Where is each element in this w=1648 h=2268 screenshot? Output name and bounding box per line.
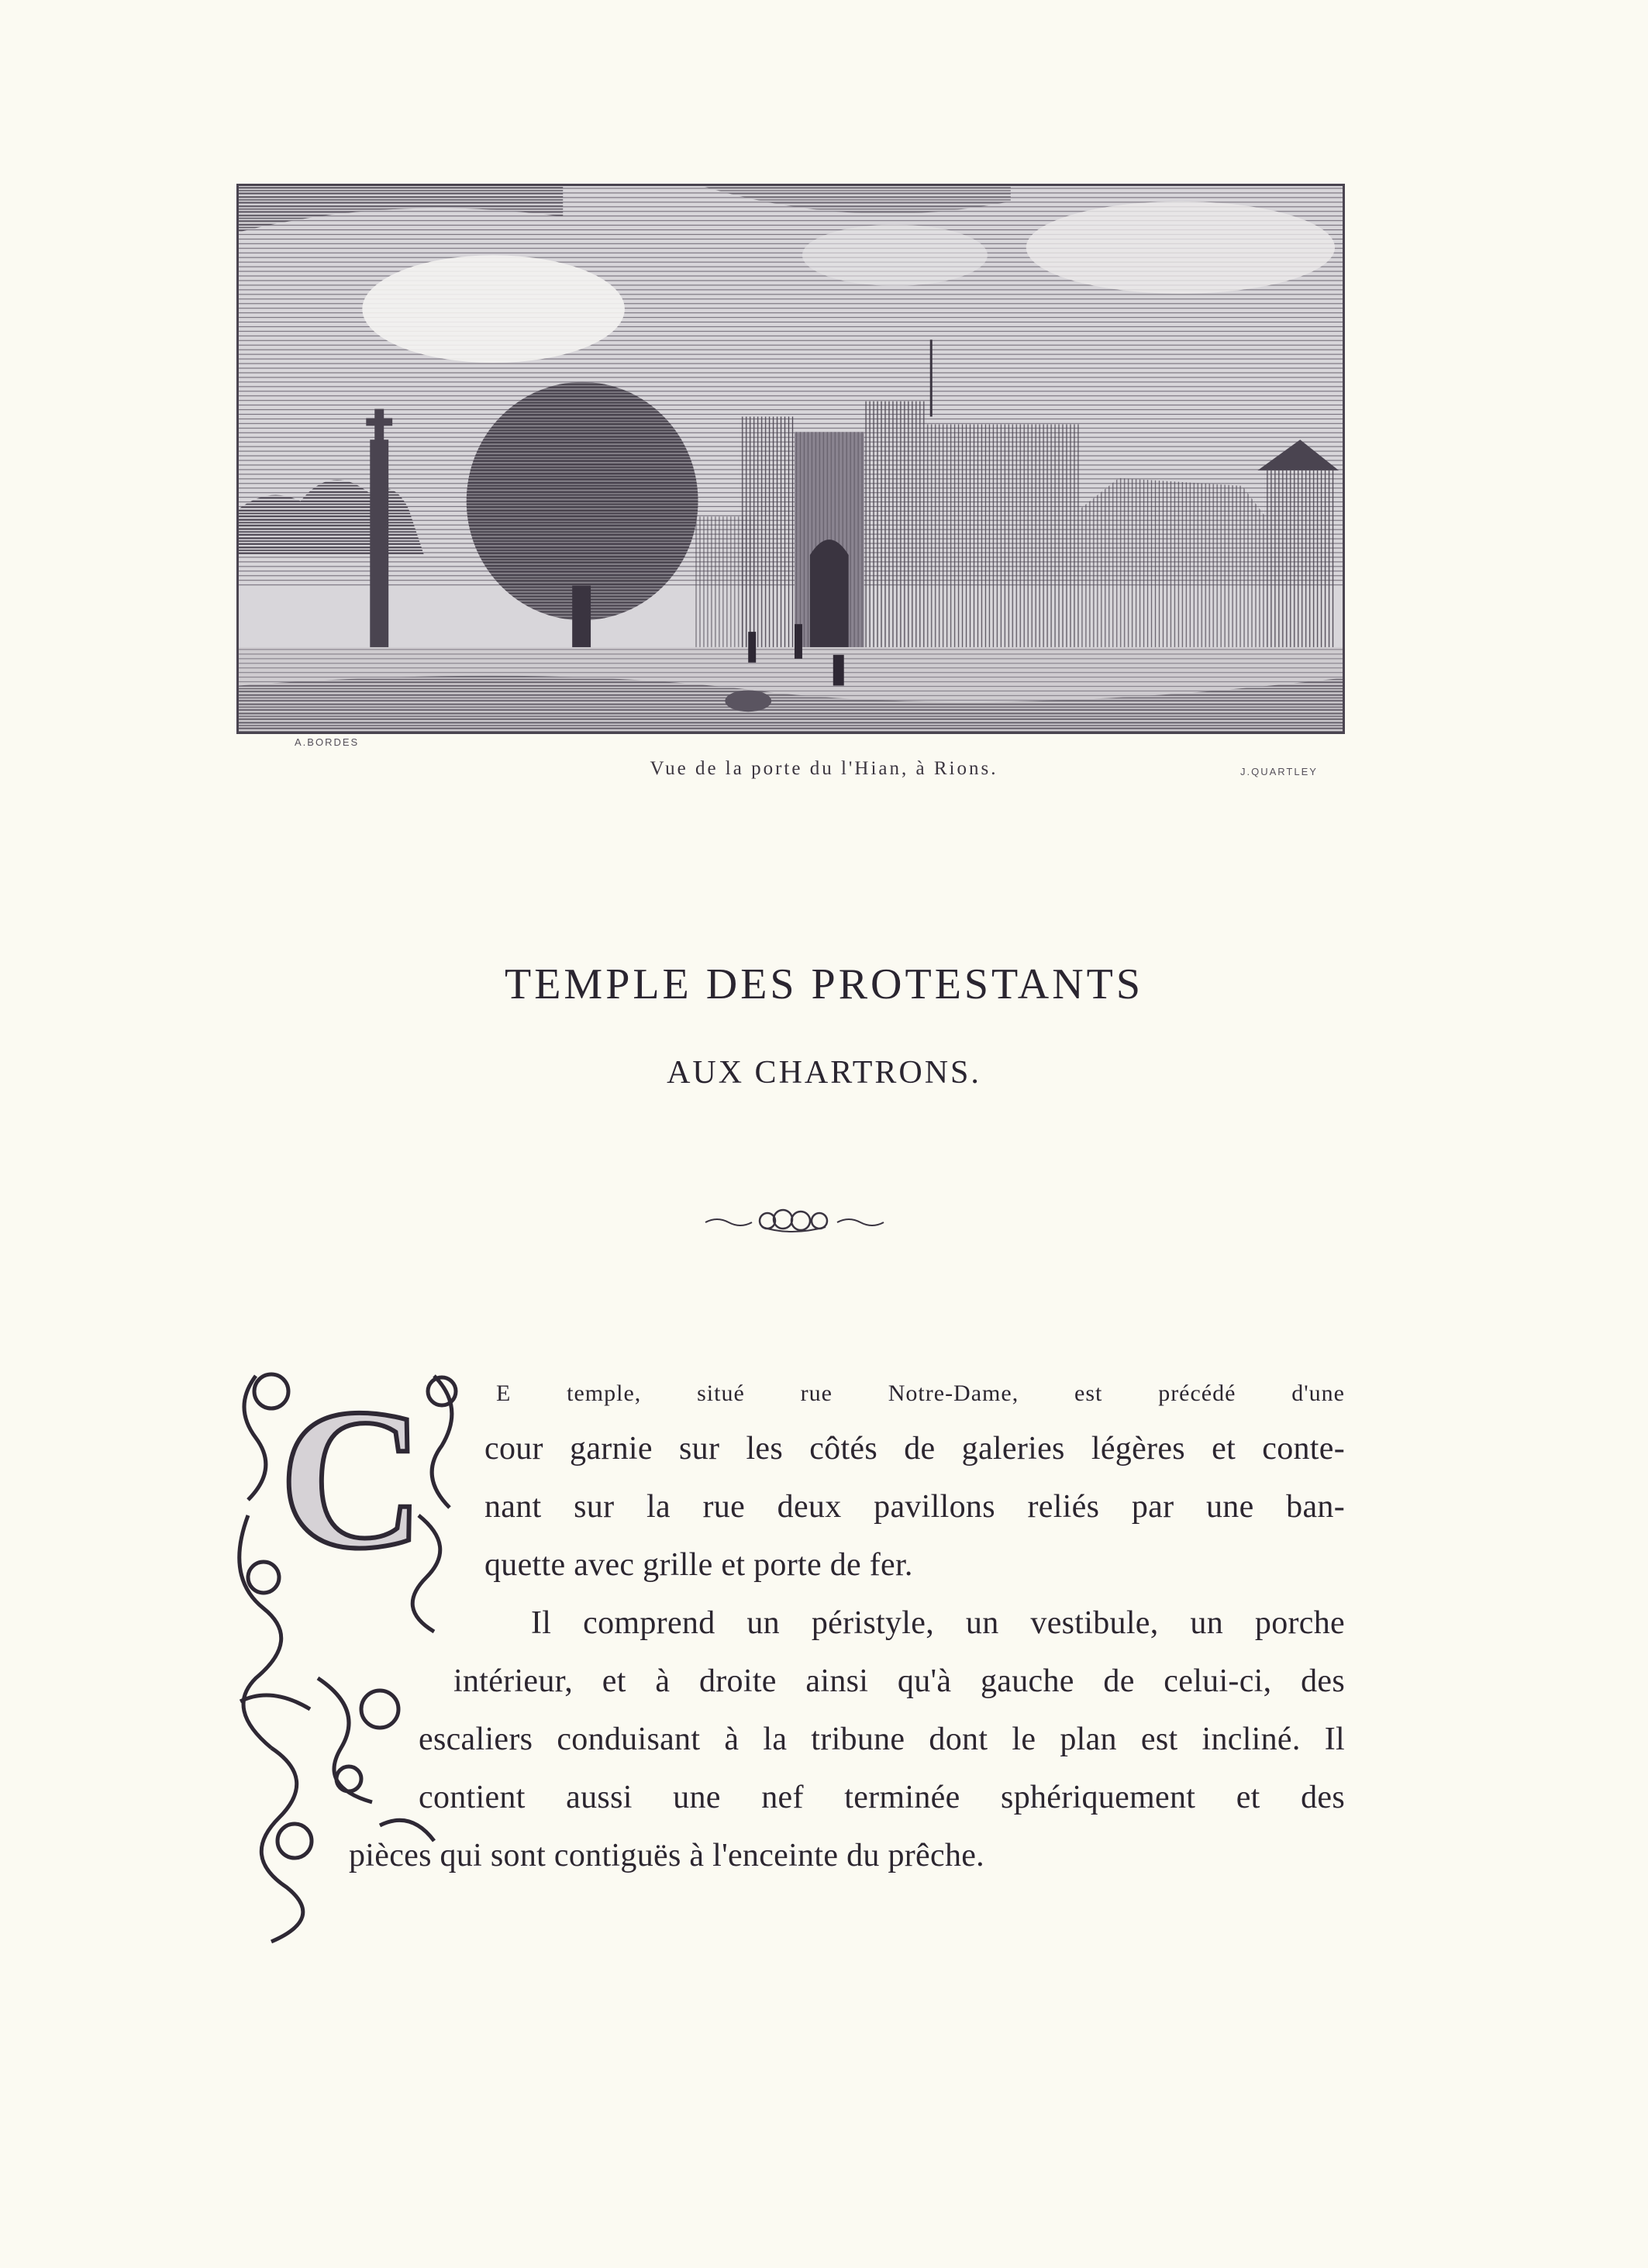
body-line-6: intérieur, et à droite ainsi qu'à gauche de celui-ci, des	[453, 1663, 1345, 1699]
engraver-credit-right: J.QUARTLEY	[1240, 766, 1318, 777]
body-line-5: Il comprend un péristyle, un vestibule, un porche	[531, 1605, 1345, 1641]
body-line-8: contient aussi une nef terminée sphériquement et des	[419, 1780, 1345, 1815]
engraving-scene	[239, 186, 1343, 732]
body-line-3: nant sur la rue deux pavillons reliés par une ban-	[484, 1489, 1345, 1525]
engraving-illustration	[236, 184, 1345, 734]
dropcap-letter: C	[279, 1367, 425, 1591]
engraver-credit-left: A.BORDES	[295, 736, 360, 748]
body-line-1: E temple, situé rue Notre-Dame, est précédé d'une	[496, 1380, 1345, 1406]
body-line-9: pièces qui sont contiguës à l'enceinte du prêche.	[349, 1838, 984, 1873]
body-line-7: escaliers conduisant à la tribune dont le plan est incliné. Il	[419, 1722, 1345, 1757]
ornament-divider	[702, 1205, 888, 1236]
page-subtitle: AUX CHARTRONS.	[667, 1055, 981, 1091]
page-title: TEMPLE DES PROTESTANTS	[504, 960, 1143, 1008]
body-line-4: quette avec grille et porte de fer.	[484, 1547, 913, 1583]
illustration-caption: Vue de la porte du l'Hian, à Rions.	[650, 758, 998, 779]
body-line-2: cour garnie sur les côtés de galeries légères et conte-	[484, 1431, 1345, 1467]
